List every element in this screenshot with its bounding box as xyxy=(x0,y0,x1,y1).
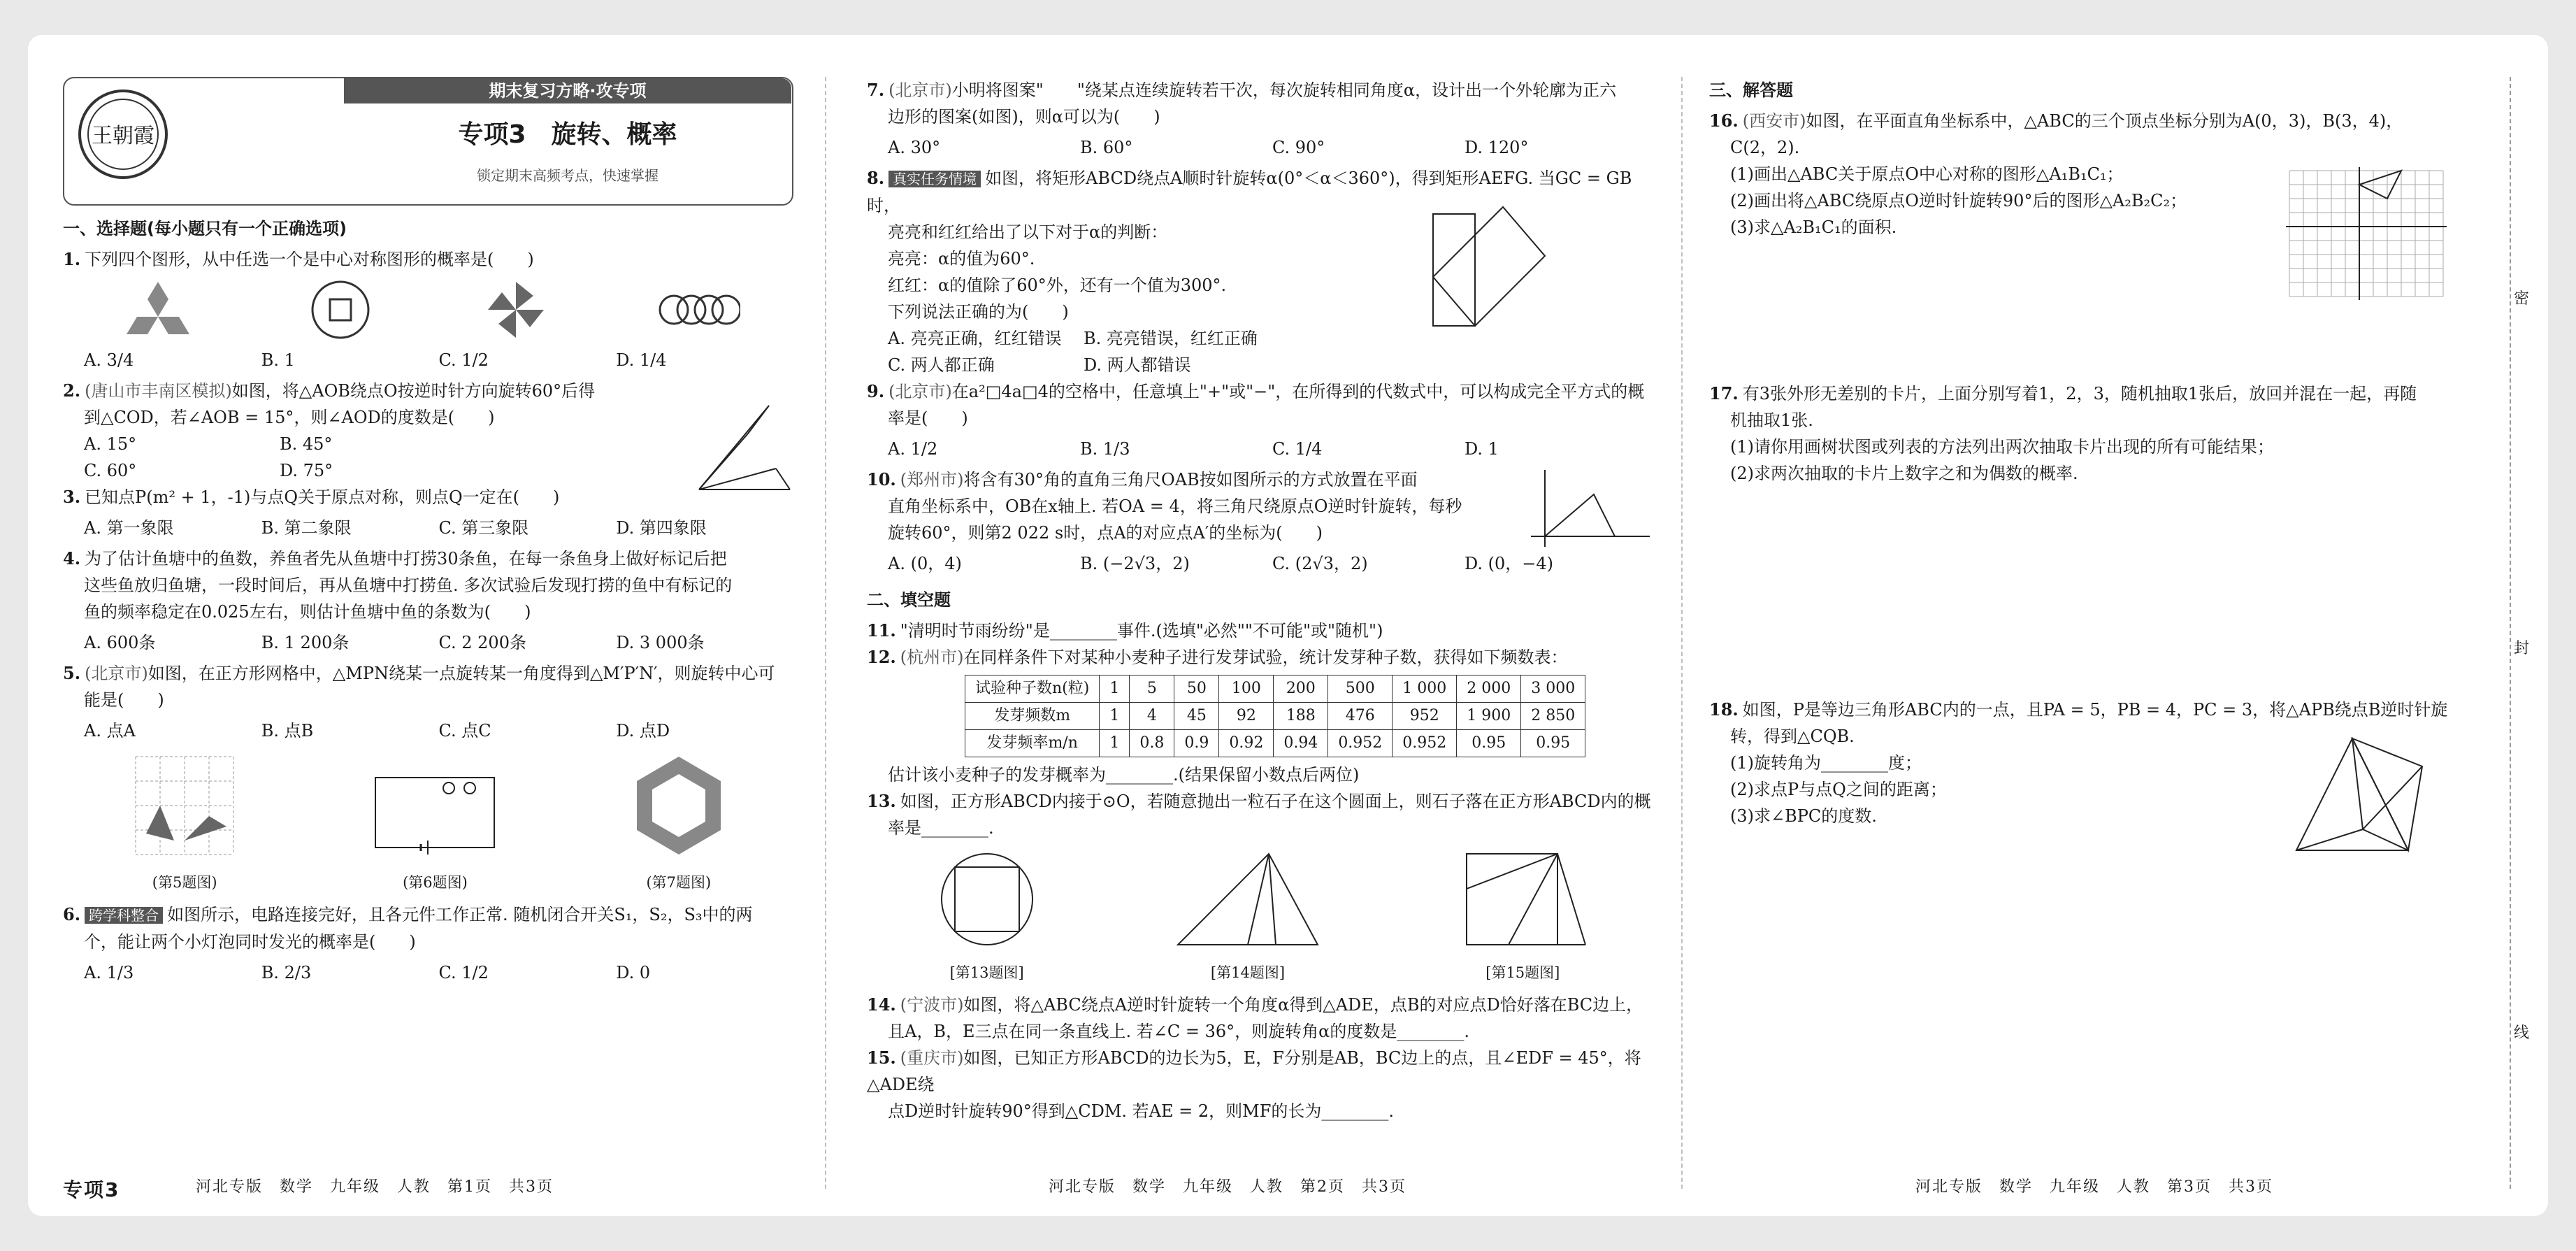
q7-options: A. 30° B. 60° C. 90° D. 120° xyxy=(888,138,1529,157)
page-title: 专项3 旋转、概率 xyxy=(458,120,677,149)
footer-label: 专项3 xyxy=(63,1178,120,1201)
question-6: 6. 跨学科整合 如图所示，电路连接完好，且各元件工作正常. 随机闭合开关S₁，S₂，S₃中的两 个，能让两个小灯泡同时发光的概率是( ) xyxy=(63,904,753,952)
grid-figure xyxy=(122,750,247,862)
header-box xyxy=(63,77,793,206)
question-5: 5. (北京市)如图，在正方形网格中，△MPN绕某一点旋转某一角度得到△M′P′N′，则旋转中心可 能是( ) xyxy=(63,663,775,710)
rings-figure xyxy=(656,278,740,341)
column-divider-2 xyxy=(1681,77,1683,1189)
footer-page-1: 河北专版 数学 九年级 人教 第1页 共3页 xyxy=(196,1178,554,1196)
question-15: 15. (重庆市)如图，已知正方形ABCD的边长为5，E，F分别是AB，BC边上的点，且∠EDF = 45°，将△ADE绕 点D逆时针旋转90°得到△CDM. 若AE = 2，则MF的长为________. xyxy=(867,1048,1641,1121)
logo-emblem xyxy=(74,85,172,190)
section-fill: 二、填空题 xyxy=(867,590,951,610)
table-row: 发芽频数m 1 4 45 92 188 476 952 1 900 2 850 xyxy=(965,703,1585,730)
q5-q7-figures: (第5题图) (第6题图) (第7题图) xyxy=(63,750,793,896)
section-answer: 三、解答题 xyxy=(1709,80,1793,100)
question-4: 4. 为了估计鱼塘中的鱼数，养鱼者先从鱼塘中打捞30条鱼，在每一条鱼身上做好标记后把 这些鱼放归鱼塘，一段时间后，再从鱼塘中打捞鱼. 多次试验后发现打捞的鱼中有标记的 鱼的频率稳定在0.025左右，则估计鱼塘中鱼的条数为( ) xyxy=(63,548,733,622)
q10-figure xyxy=(1517,466,1657,550)
q10-options: A. (0，4) B. (−2√3，2) C. (2√3，2) D. (0，−4) xyxy=(888,554,1554,573)
question-12-tail: 估计该小麦种子的发芽概率为________.(结果保留小数点后两位) xyxy=(888,765,1360,785)
question-12: 12. (杭州市)在同样条件下对某种小麦种子进行发芽试验，统计发芽种子数，获得如下频数表： xyxy=(867,647,1568,667)
question-17: 17. 有3张外形无差别的卡片，上面分别写着1，2，3，随机抽取1张后，放回并混在一起，再随 机抽取1张. (1)请你用画树状图或列表的方法列出两次抽取卡片出现的所有可能结果； (2)求两次抽取的卡片上数字之和为偶数的概率. xyxy=(1709,383,2417,483)
page-subtitle: 锁定期末高频考点，快速掌握 xyxy=(477,167,659,184)
footer-page-2: 河北专版 数学 九年级 人教 第2页 共3页 xyxy=(1049,1178,1406,1196)
exam-sheet xyxy=(42,49,2534,1199)
footer-page-3: 河北专版 数学 九年级 人教 第3页 共3页 xyxy=(1915,1178,2273,1196)
question-16: 16. (西安市)如图，在平面直角坐标系中，△ABC的三个顶点坐标分别为A(0，3)，B(3，4)， C(2，2). (1)画出△ABC关于原点O中心对称的图形△A₁B₁C₁； (2)画出将△ABC绕原点O逆时针旋转90°后的图形△A₂B₂C₂； (3)求△A₂B₁C₁的面积. xyxy=(1709,108,2492,241)
q1-options: A. 3/4 B. 1 C. 1/2 D. 1/4 xyxy=(84,350,667,370)
question-18: 18. 如图，P是等边三角形ABC内的一点，且PA = 5，PB = 4，PC = 3，将△APB绕点B逆时针旋 转，得到△CQB. (1)旋转角为________度； (2)求点P与点Q之间的距离； (3)求∠BPC的度数. xyxy=(1709,696,2492,829)
hexagon-figure xyxy=(623,750,735,862)
circuit-figure xyxy=(365,750,505,862)
q13-figure xyxy=(931,847,1043,952)
germination-table xyxy=(965,675,1585,757)
q8-figure xyxy=(1412,200,1580,333)
question-11: 11. "清明时节雨纷纷"是________事件.(选填"必然""不可能"或"随机") xyxy=(867,620,1383,641)
question-13: 13. 如图，正方形ABCD内接于⊙O，若随意抛出一粒石子在这个圆面上，则石子落在正方形ABCD内的概 率是________. xyxy=(867,791,1651,838)
q14-figure xyxy=(1171,847,1325,952)
section-choice: 一、选择题(每小题只有一个正确选项) xyxy=(63,219,347,238)
question-3: 3. 已知点P(m² + 1，-1)与点Q关于原点对称，则点Q一定在( ) xyxy=(63,487,560,507)
column-1 xyxy=(63,77,793,990)
q2-figure xyxy=(685,392,797,503)
question-14: 14. (宁波市)如图，将△ABC绕点A逆时针旋转一个角度α得到△ADE，点B的对应点D恰好落在BC边上， 且A，B，E三点在同一条直线上. 若∠C = 36°，则旋转角α的度数是________. xyxy=(867,994,1643,1041)
question-2: 2. (唐山市丰南区模拟)如图，将△AOB绕点O按逆时针方向旋转60°后得 到△COD，若∠AOB = 15°，则∠AOD的度数是( ) A. 15° B. 45° C. 60° D. 75° xyxy=(63,378,793,484)
question-10: 10. (郑州市)将含有30°角的直角三角尺OAB按如图所示的方式放置在平面 直角坐标系中，OB在x轴上. 若OA = 4，将三角尺绕原点O逆时针旋转，每秒 旋转60°，则第2 022 s时，点A的对应点A′的坐标为( ) xyxy=(867,466,1657,546)
column-3 xyxy=(1709,77,2492,829)
question-9: 9. (北京市)在a²□4a□4的空格中，任意填上"+"或"−"，在所得到的代数式中，可以构成完全平方式的概 率是( ) xyxy=(867,381,1645,428)
column-2 xyxy=(867,77,1657,1124)
question-7: 7. (北京市)小明将图案" "绕某点连续旋转若干次，每次旋转相同角度α，设计出一个外轮廓为正六 边形的图案(如图)，则α可以为( ) xyxy=(867,80,1617,127)
q16-grid-figure xyxy=(2282,164,2450,303)
q5-options: A. 点A B. 点B C. 点C D. 点D xyxy=(84,721,670,741)
header-band: 期末复习方略·攻专项 xyxy=(344,78,791,103)
q9-options: A. 1/2 B. 1/3 C. 1/4 D. 1 xyxy=(888,439,1499,459)
table-row: 发芽频率m/n 1 0.8 0.9 0.92 0.94 0.952 0.952 0.95 0.95 xyxy=(965,730,1585,757)
svg-text:王朝霞: 王朝霞 xyxy=(92,124,154,148)
q3-options: A. 第一象限 B. 第二象限 C. 第三象限 D. 第四象限 xyxy=(84,518,707,538)
question-1: 1. 下列四个图形，从中任选一个是中心对称图形的概率是( ) xyxy=(63,249,534,269)
q1-figures xyxy=(63,278,793,341)
q13-15-figures: [第13题图] [第14题图] [第15题图] xyxy=(867,847,1657,986)
pinwheel-figure xyxy=(481,278,551,341)
q6-options: A. 1/3 B. 2/3 C. 1/2 D. 0 xyxy=(84,963,651,982)
mitsubishi-figure xyxy=(116,278,200,341)
q15-figure xyxy=(1453,847,1592,952)
column-divider-1 xyxy=(825,77,826,1189)
q4-options: A. 600条 B. 1 200条 C. 2 200条 D. 3 000条 xyxy=(84,633,705,652)
binding-line: 密 封 线 xyxy=(2510,77,2532,1189)
table-row: 试验种子数n(粒) 1 5 50 100 200 500 1 000 2 000 3 000 xyxy=(965,675,1585,703)
q18-figure xyxy=(2282,724,2450,864)
question-8: 8. 真实任务情境 如图，将矩形ABCD绕点A顺时针旋转α(0°＜α＜360°)，得到矩形AEFG. 当GC = GB时， 亮亮和红红给出了以下对于α的判断： 亮亮：α的值为60°. 红红：α的值除了60°外，还有一个值为300°. 下列说法正确的为( ) A. 亮亮正确，红红错误 B. 亮亮错误，红红正确 C. 两人都正确 D. 两人都错误 xyxy=(867,168,1632,375)
coin-figure xyxy=(305,278,375,341)
